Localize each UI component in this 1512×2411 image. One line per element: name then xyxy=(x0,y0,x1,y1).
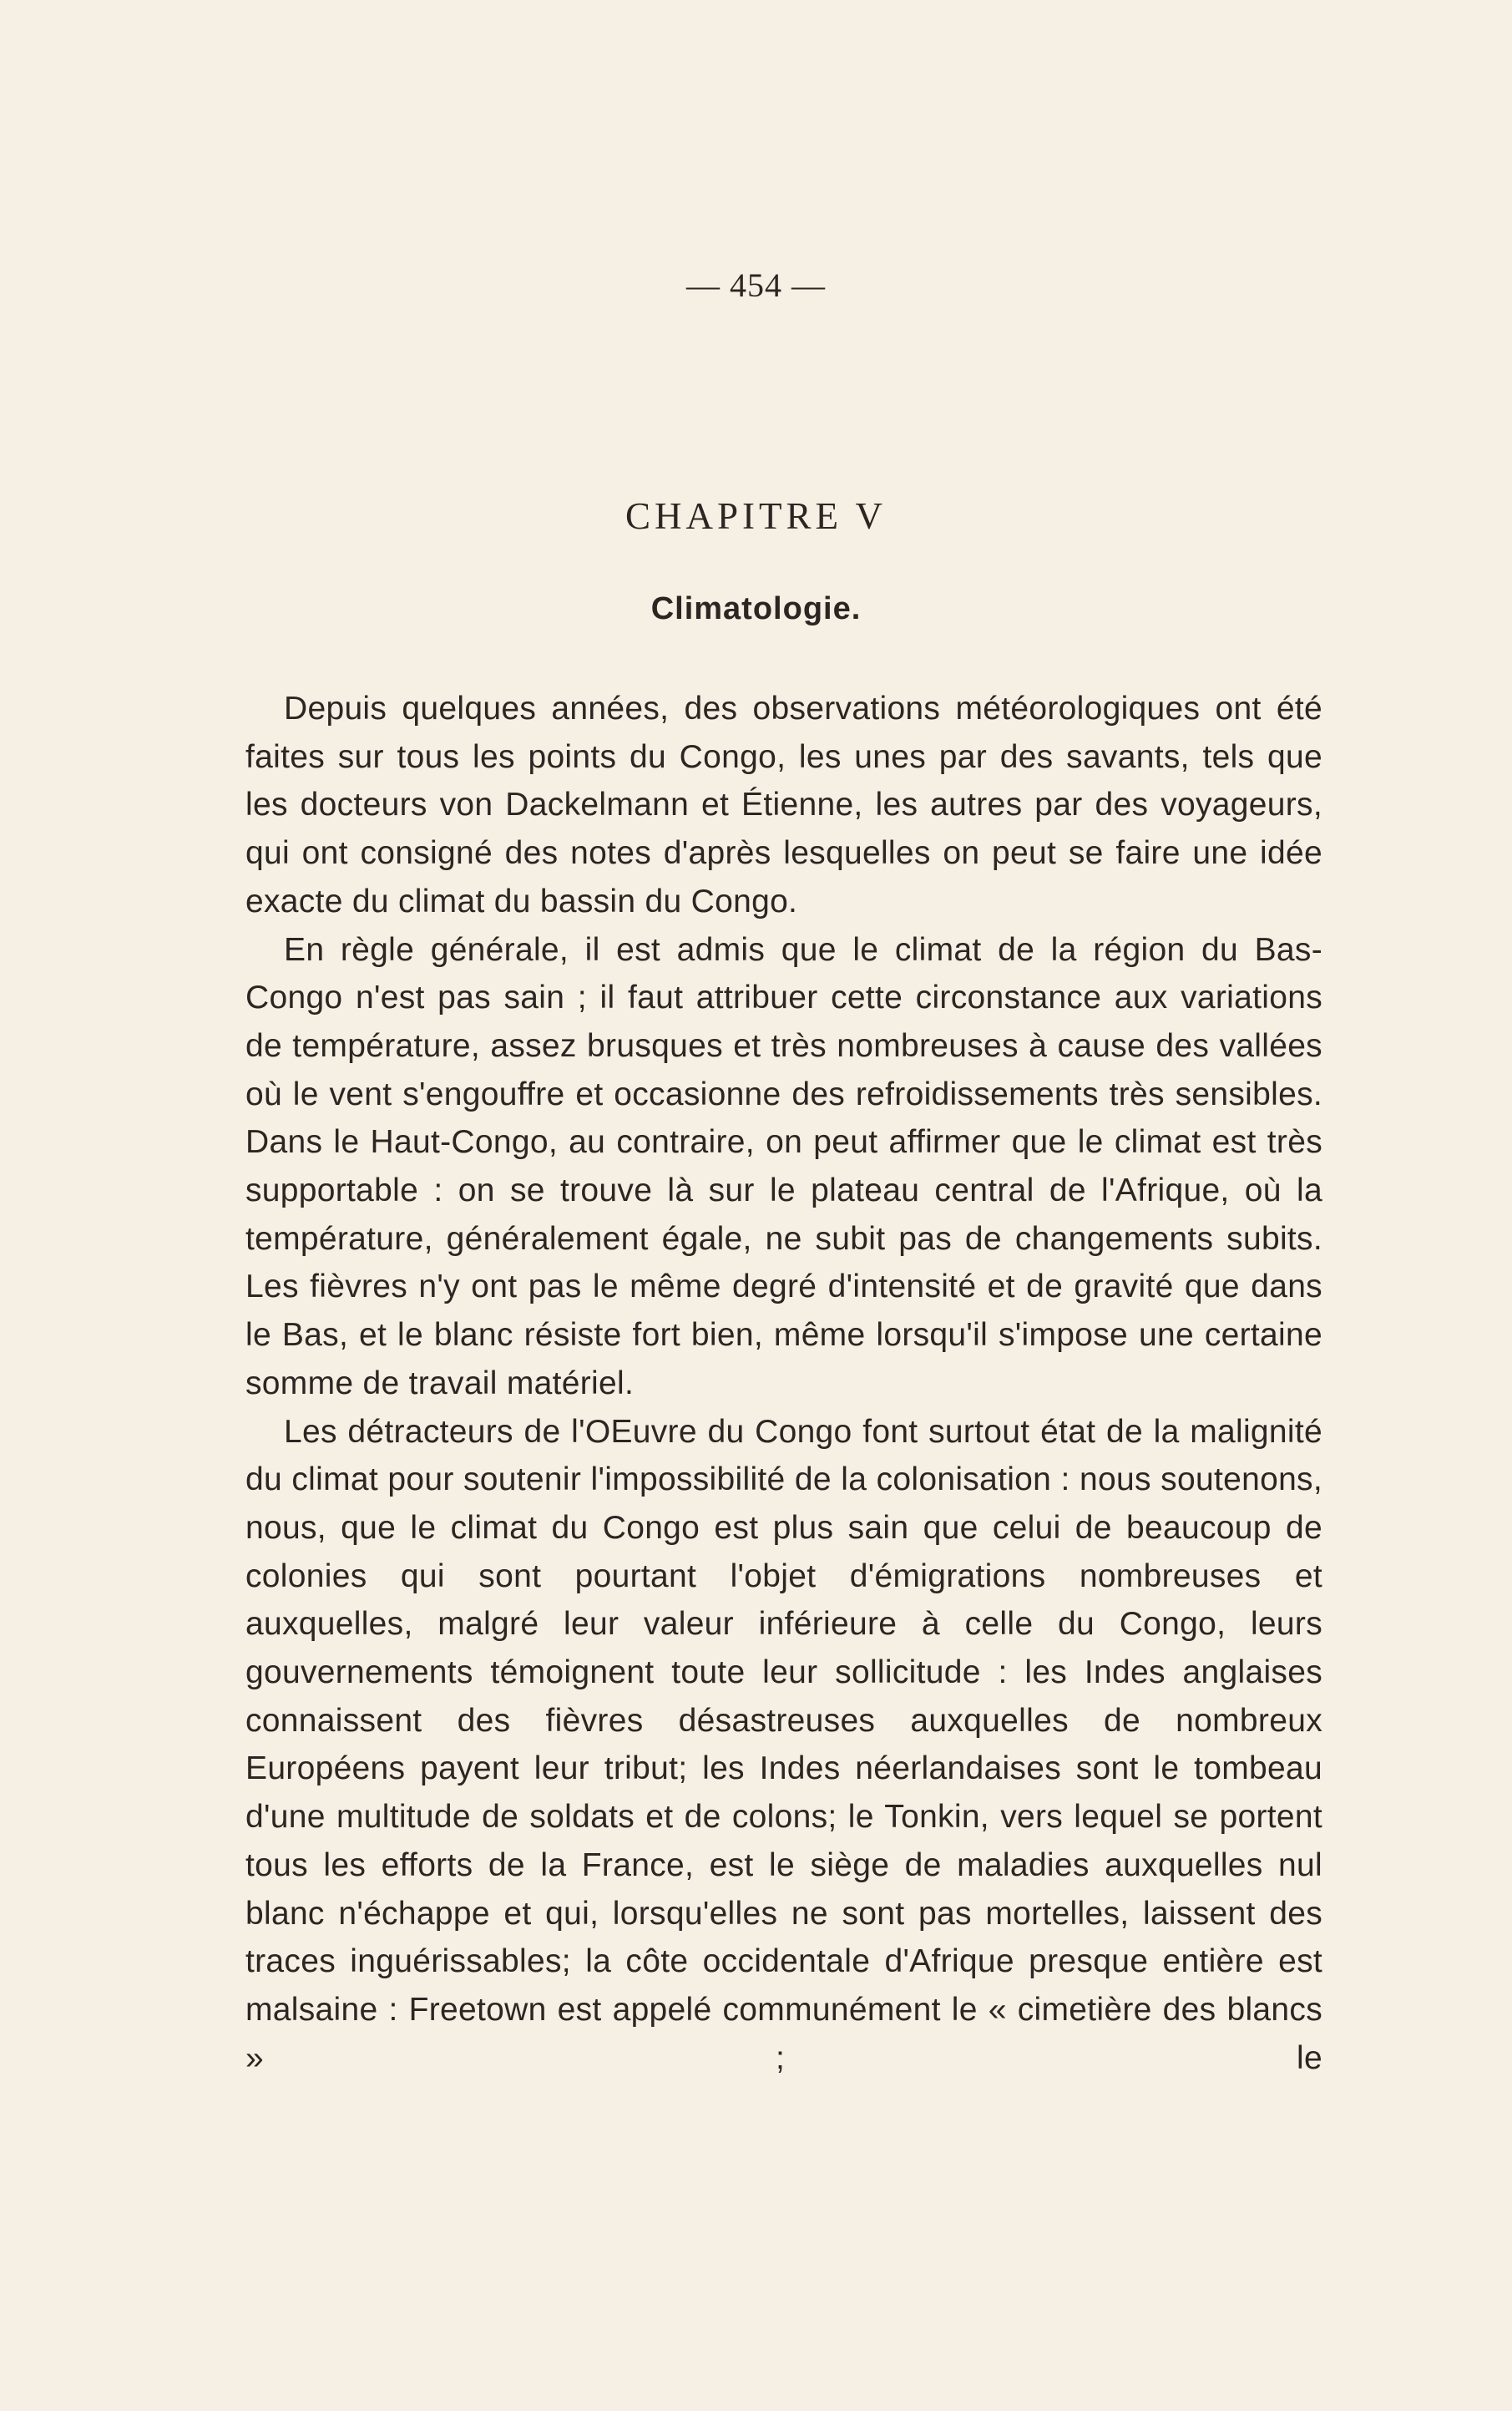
section-title: Climatologie. xyxy=(650,591,862,626)
page-number: — 454 — xyxy=(686,266,826,304)
paragraph: Depuis quelques années, des observations météorologiques ont été faites sur tous les points du Congo, les unes par des savants, tels que les docteurs von Dackelmann et Étienne, les autres par des voyageurs, qui ont consigné des notes d'après lesquelles on peut se faire une idée exacte du climat du bassin du Congo. xyxy=(245,691,1322,919)
paragraph: En règle générale, il est admis que le climat de la région du Bas-Congo n'est pas sain ; il faut attribuer cette circonstance aux variations de température, assez brusques et très nombreuses à cause des vallées où le vent s'engouffre et occasionne des refroidissements très sensibles. Dans le Haut-Congo, au contraire, on peut affirmer que le climat est très supportable : on se trouve là sur le plateau central de l'Afrique, où la température, généralement égale, ne subit pas de changements subits. Les fièvres n'y ont pas le même degré d'intensité et de gravité que dans le Bas, et le blanc résiste fort bien, même lorsqu'il s'impose une certaine somme de travail matériel. xyxy=(245,931,1322,1401)
body-text xyxy=(245,685,1322,2082)
paragraph: Les détracteurs de l'OEuvre du Congo font surtout état de la malignité du climat pour soutenir l'impossibilité de la colonisation : nous soutenons, nous, que le climat du Congo est plus sain que celui de beaucoup de colonies qui sont pourtant l'objet d'émigrations nombreuses et auxquelles, malgré leur valeur inférieure à celle du Congo, leurs gouvernements témoignent toute leur sollicitude : les Indes anglaises connaissent des fièvres désastreuses auxquelles de nombreux Européens payent leur tribut; les Indes néerlandaises sont le tombeau d'une multitude de soldats et de colons; le Tonkin, vers lequel se portent tous les efforts de la France, est le siège de maladies auxquelles nul blanc n'échappe et qui, lorsqu'elles ne sont pas mortelles, laissent des traces inguérissables; la côte occidentale d'Afrique presque entière est malsaine : Freetown est appelé communément le « cimetière des blancs » ; le xyxy=(245,1413,1322,2076)
chapter-title: CHAPITRE V xyxy=(625,495,887,537)
